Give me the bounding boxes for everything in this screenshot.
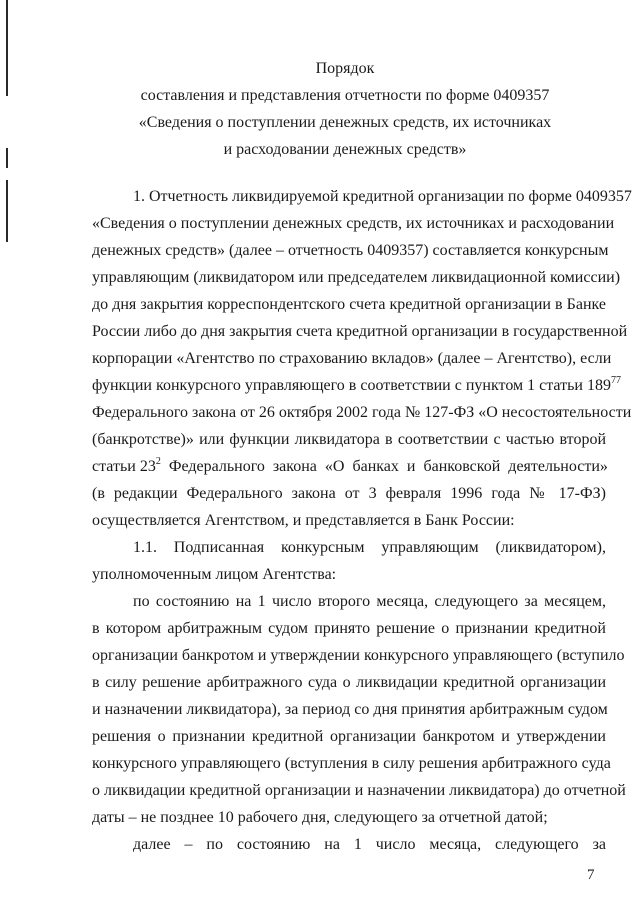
p1-line-9: Федерального закона от 26 октября 2002 года № 127-ФЗ «О несостоятельности	[92, 404, 632, 421]
p1-line-4: управляющим (ликвидатором или председателем ликвидационной комиссии)	[92, 269, 621, 286]
p1-line-2: «Сведения о поступлении денежных средств, их источниках и расходовании	[92, 215, 615, 232]
title-line-1: Порядок	[315, 60, 375, 77]
p3-line-4: в силу решение арбитражного суда о ликвидации кредитной организации	[92, 674, 606, 691]
p3-line-3: организации банкротом и утверждении конкурсного управляющего (вступило	[92, 647, 625, 664]
margin-mark-top	[6, 0, 8, 96]
p1-line-5: до дня закрытия корреспондентского счета кредитной организации в Банке	[92, 296, 606, 313]
p1-line-8-text: функции конкурсного управляющего в соответствии с пунктом 1 статьи 189	[92, 377, 611, 394]
margin-mark-middle	[6, 148, 8, 168]
p4-line-1: далее – по состоянию на 1 число месяца, следующего за	[133, 836, 606, 853]
p3-line-1: по состоянию на 1 число второго месяца, следующего за месяцем,	[133, 593, 606, 610]
p1-line-13: осуществляется Агентством, и представляется в Банк России:	[92, 512, 515, 529]
p1-line-8	[92, 376, 621, 396]
p1-line-11-tail: Федерального закона «О банках и банковской деятельности»	[160, 458, 608, 475]
p1-line-6: России либо до дня закрытия счета кредитной организации в государственной	[92, 323, 628, 340]
p1-line-11-head: статьи 23	[92, 458, 156, 475]
p3-line-5: и назначении ликвидатора), за период со дня принятия арбитражным судом	[92, 701, 608, 718]
p2-line-1: 1.1. Подписанная конкурсным управляющим (ликвидатором),	[133, 539, 606, 556]
p1-line-1: 1. Отчетность ликвидируемой кредитной организации по форме 0409357	[133, 188, 632, 205]
title-line-4: и расходовании денежных средств»	[223, 141, 467, 158]
p1-line-12: (в редакции Федерального закона от 3 февраля 1996 года № 17-ФЗ)	[92, 485, 606, 502]
p3-line-8: о ликвидации кредитной организации и назначении ликвидатора) до отчетной	[92, 782, 626, 799]
margin-mark-lower	[6, 180, 8, 242]
page-number: 7	[587, 867, 595, 883]
p1-line-7: корпорации «Агентство по страхованию вкладов» (далее – Агентство), если	[92, 350, 612, 367]
p1-line-3: денежных средств» (далее – отчетность 0409357) составляется конкурсным	[92, 242, 609, 259]
title-line-2: составления и представления отчетности по форме 0409357	[140, 87, 550, 104]
p1-sup-189: 77	[610, 374, 621, 386]
p1-line-10: (банкротстве)» или функции ликвидатора в соответствии с частью второй	[92, 431, 606, 448]
p2-line-2: уполномоченным лицом Агентства:	[92, 566, 337, 583]
p1-sup-23: 2	[155, 455, 161, 467]
p3-line-6: решения о признании кредитной организации банкротом и утверждении	[92, 728, 606, 745]
p3-line-7: конкурсного управляющего (вступления в силу решения арбитражного суда	[92, 755, 611, 772]
p3-line-2: в котором арбитражным судом принято решение о признании кредитной	[92, 620, 606, 637]
p1-line-11	[92, 457, 606, 477]
title-line-3: «Сведения о поступлении денежных средств, их источниках	[138, 114, 552, 131]
p3-line-9: даты – не позднее 10 рабочего дня, следующего за отчетной датой;	[92, 809, 548, 826]
